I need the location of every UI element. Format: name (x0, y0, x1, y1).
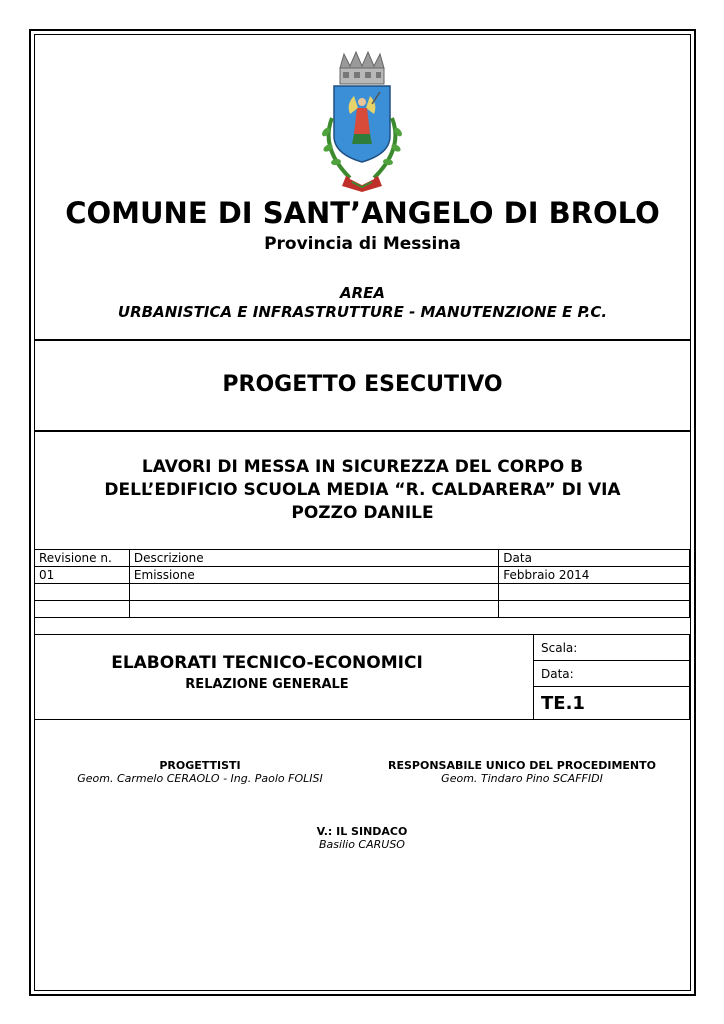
rup-role: RESPONSABILE UNICO DEL PROCEDIMENTO (388, 759, 656, 772)
table-cell (129, 601, 498, 618)
column-header: Data (499, 550, 690, 567)
revision-table (34, 549, 690, 618)
table-cell (35, 601, 130, 618)
project-description: LAVORI DI MESSA IN SICUREZZA DEL CORPO B DELL’EDIFICIO SCUOLA MEDIA “R. CALDARERA” DI VIA POZZO DANILE (104, 457, 621, 523)
designers-names: Geom. Carmelo CERAOLO - Ing. Paolo FOLISI (77, 772, 323, 785)
designers-block (50, 759, 350, 785)
designers-role: PROGETTISTI (159, 759, 241, 772)
area-label: AREA (339, 284, 385, 302)
section-divider (34, 339, 691, 341)
table-row (35, 584, 690, 601)
column-header: Descrizione (129, 550, 498, 567)
mayor-block (212, 825, 512, 851)
area-name: URBANISTICA E INFRASTRUTTURE - MANUTENZIONE E P.C. (117, 303, 608, 321)
municipality-title: COMUNE DI SANT’ANGELO DI BROLO (65, 196, 660, 230)
project-type: PROGETTO ESECUTIVO (222, 372, 503, 397)
document-code: TE.1 (541, 693, 585, 714)
table-cell (499, 601, 690, 618)
municipal-coat-of-arms-icon (310, 48, 414, 194)
mayor-role: V.: IL SINDACO (316, 825, 408, 838)
date-field: Data: (533, 661, 689, 687)
rup-name: Geom. Tindaro Pino SCAFFIDI (441, 772, 603, 785)
scale-field: Scala: (533, 635, 689, 661)
document-subtitle: RELAZIONE GENERALE (185, 677, 349, 692)
document-title: ELABORATI TECNICO-ECONOMICI (111, 653, 423, 673)
table-cell: Emissione (129, 567, 498, 584)
table-cell: Febbraio 2014 (499, 567, 690, 584)
table-cell (499, 584, 690, 601)
document-info-box (34, 634, 690, 720)
column-header: Revisione n. (35, 550, 130, 567)
table-header-row (35, 550, 690, 567)
table-row (35, 601, 690, 618)
table-cell (35, 584, 130, 601)
table-cell (129, 584, 498, 601)
rup-block (372, 759, 672, 785)
section-divider (34, 430, 691, 432)
mayor-name: Basilio CARUSO (319, 838, 405, 851)
table-row (35, 567, 690, 584)
province-name: Provincia di Messina (264, 234, 461, 254)
table-cell: 01 (35, 567, 130, 584)
